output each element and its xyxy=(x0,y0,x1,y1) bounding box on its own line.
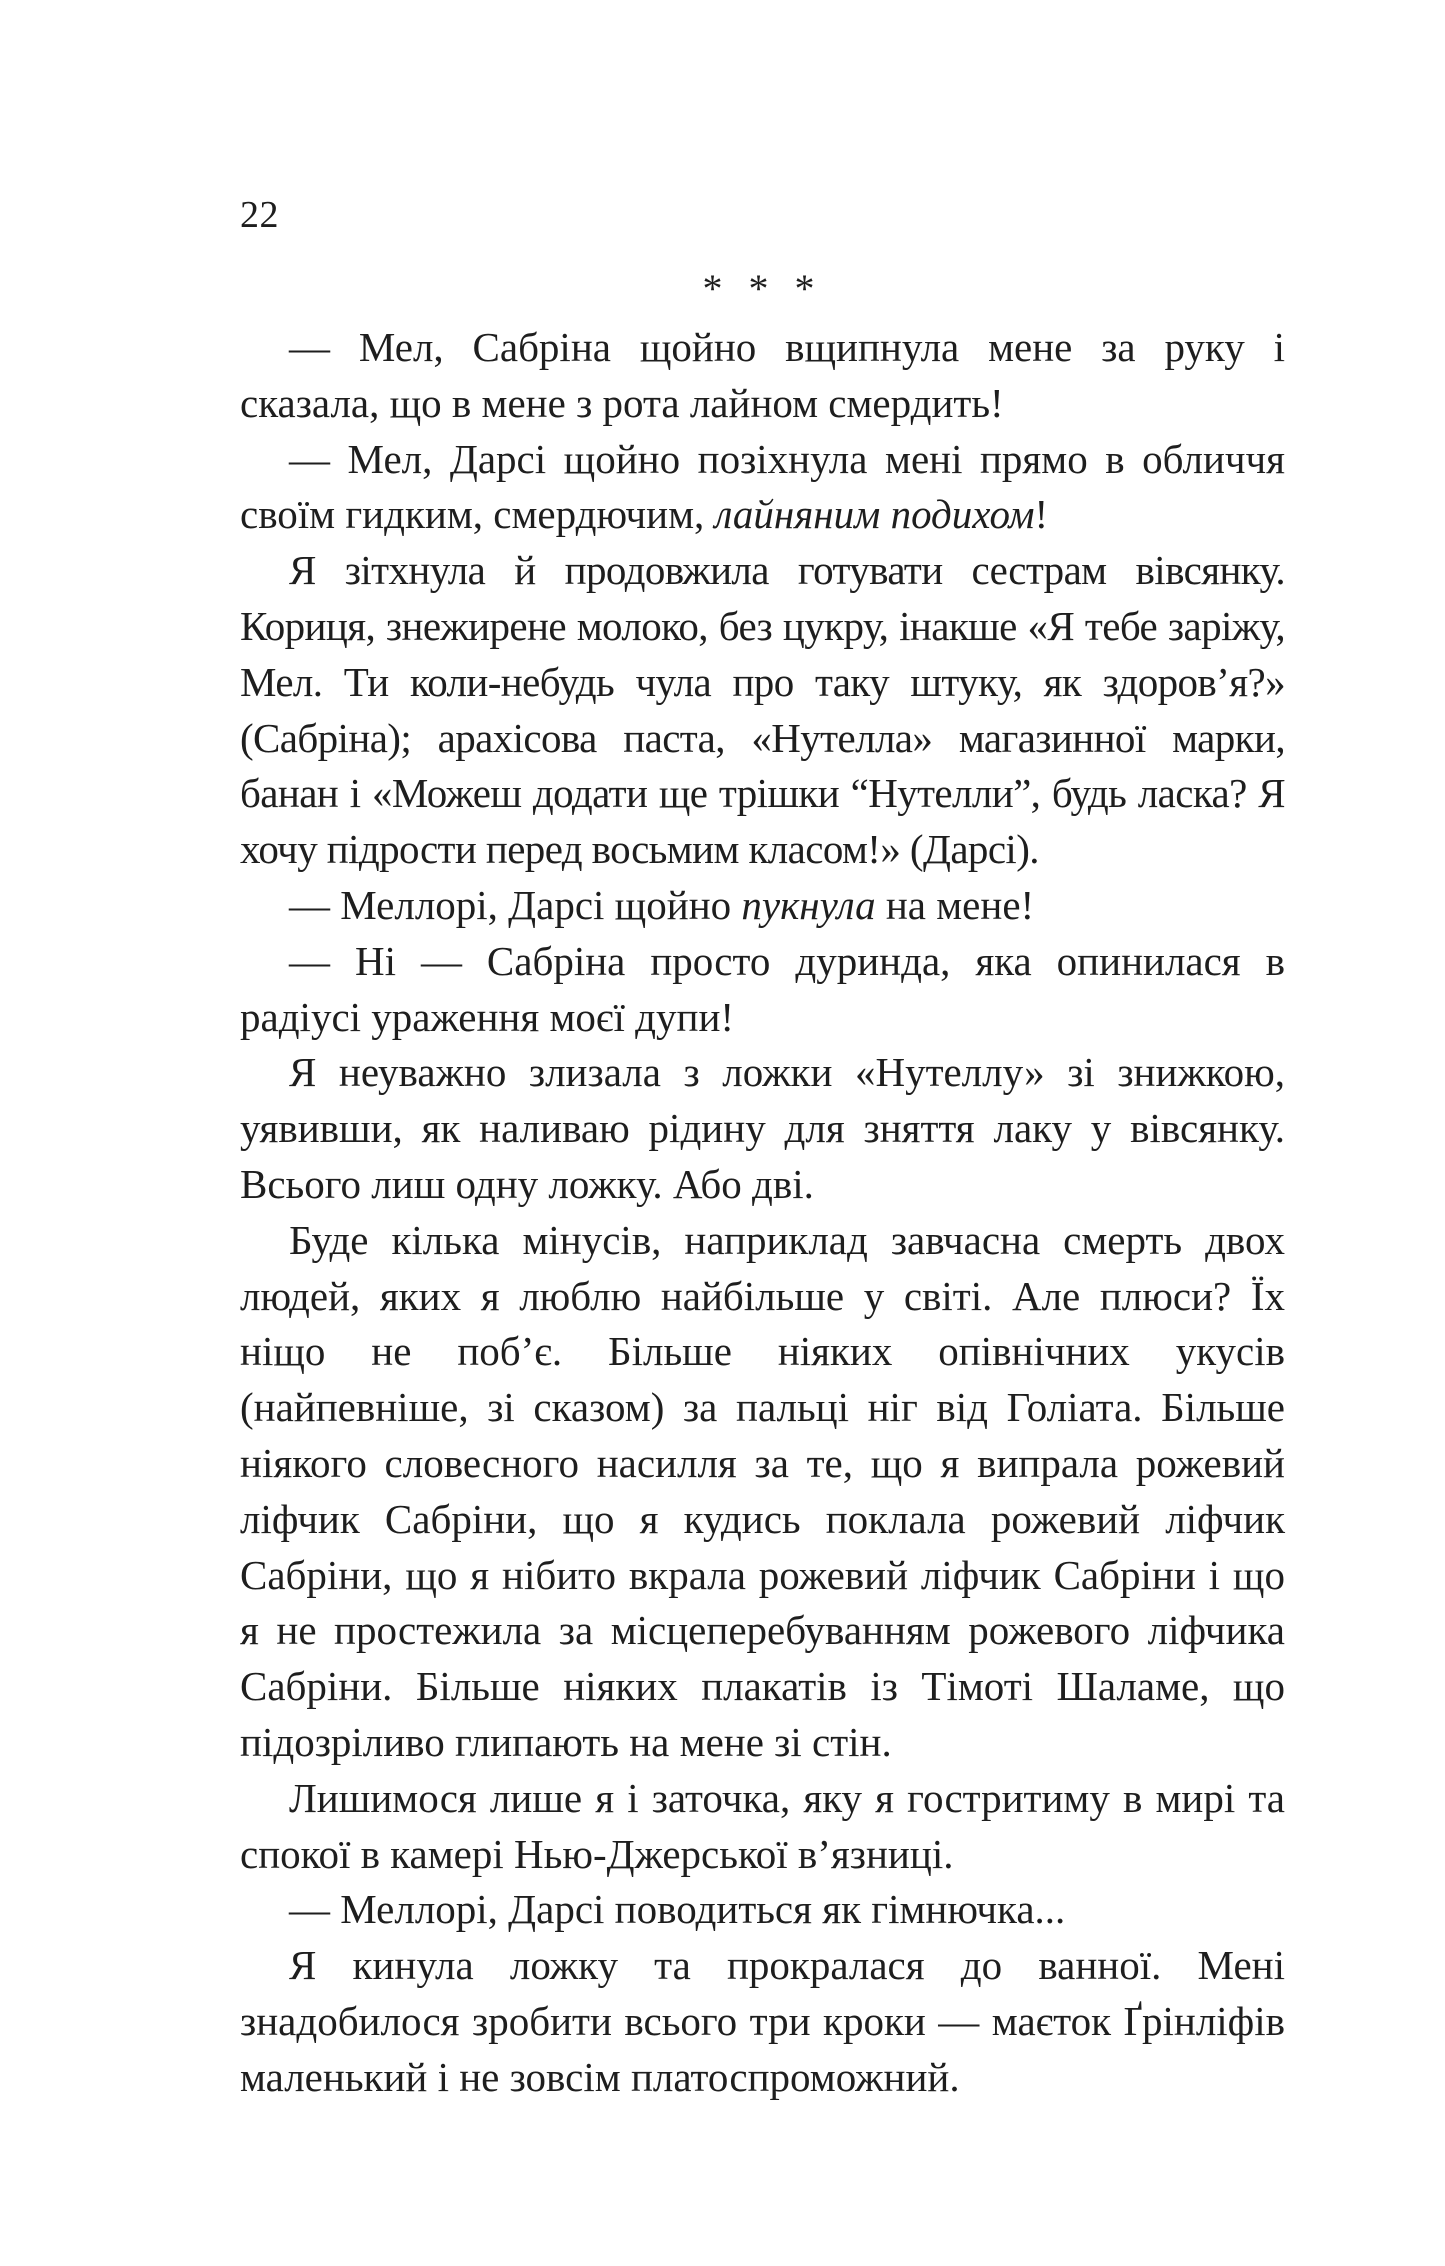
text-segment: ! xyxy=(1034,491,1049,538)
paragraph xyxy=(240,320,1285,432)
body-text xyxy=(240,320,1285,2106)
paragraph xyxy=(240,1045,1285,1212)
paragraph xyxy=(240,878,1285,934)
paragraph xyxy=(240,1213,1285,1771)
text-segment: — Мел, Дарсі щойно позіхнула мені прямо в обличчя своїм гидким, смердючим, xyxy=(240,435,1285,538)
text-segment: на мене! xyxy=(875,881,1035,928)
text-segment: Буде кілька мінусів, наприклад завчасна смерть двох людей, яких я люблю найбільше у світі. Але плюси? Їх ніщо не поб’є. Більше ніяких опівнічних укусів (найпевніше, зі сказом) за пальці ніг від Голіата. Більше ніякого словесного насилля за те, що я випрала рожевий ліфчик Сабріни, що я кудись поклала рожевий ліфчик Сабріни, що я нібито вкрала рожевий ліфчик Сабріни і що я не простежила за місцеперебуванням рожевого ліфчика Сабріни. Більше ніяких плакатів із Тімоті Шаламе, що підозріливо глипають на мене зі стін. xyxy=(240,1216,1285,1765)
text-segment: Лишимося лише я і заточка, яку я гостритиму в мирі та спокої в камері Нью-Джерської в’язниці. xyxy=(240,1774,1285,1877)
scene-separator: * * * xyxy=(702,266,823,311)
text-segment: — Ні — Сабріна просто дуринда, яка опинилася в радіусі ураження моєї дупи! xyxy=(240,937,1285,1040)
text-segment: Я неуважно злизала з ложки «Нутеллу» зі знижкою, уявивши, як наливаю рідину для зняття лаку у вівсянку. Всього лиш одну ложку. Або дві. xyxy=(240,1049,1285,1207)
text-segment: — Меллорі, Дарсі поводиться як гімнючка... xyxy=(289,1886,1066,1933)
italic-segment: пукнула xyxy=(741,881,876,928)
text-segment: Я зітхнула й продовжила готувати сестрам вівсянку. Кориця, знежирене молоко, без цукру, інакше «Я тебе заріжу, Мел. Ти коли-небудь чула про таку штуку, як здоров’я?» (Сабріна); арахісова паста, «Нутелла» магазинної марки, банан і «Можеш додати ще трішки “Нутелли”, будь ласка? Я хочу підрости перед восьмим класом!» (Дарсі). xyxy=(240,547,1285,873)
paragraph xyxy=(240,1771,1285,1883)
text-segment: — Меллорі, Дарсі щойно xyxy=(289,881,742,928)
italic-segment: лайняним подихом xyxy=(714,491,1035,538)
paragraph xyxy=(240,432,1285,544)
paragraph xyxy=(240,1938,1285,2105)
paragraph xyxy=(240,543,1285,878)
text-segment: Я кинула ложку та прокралася до ванної. Мені знадобилося зробити всього три кроки — маєток Ґрінліфів маленький і не зовсім платоспроможний. xyxy=(240,1942,1285,2100)
paragraph xyxy=(240,1882,1285,1938)
book-page xyxy=(240,190,1285,2106)
text-segment: — Мел, Сабріна щойно вщипнула мене за руку і сказала, що в мене з рота лайном смердить! xyxy=(240,324,1285,426)
paragraph xyxy=(240,934,1285,1046)
page-number: 22 xyxy=(240,194,279,236)
